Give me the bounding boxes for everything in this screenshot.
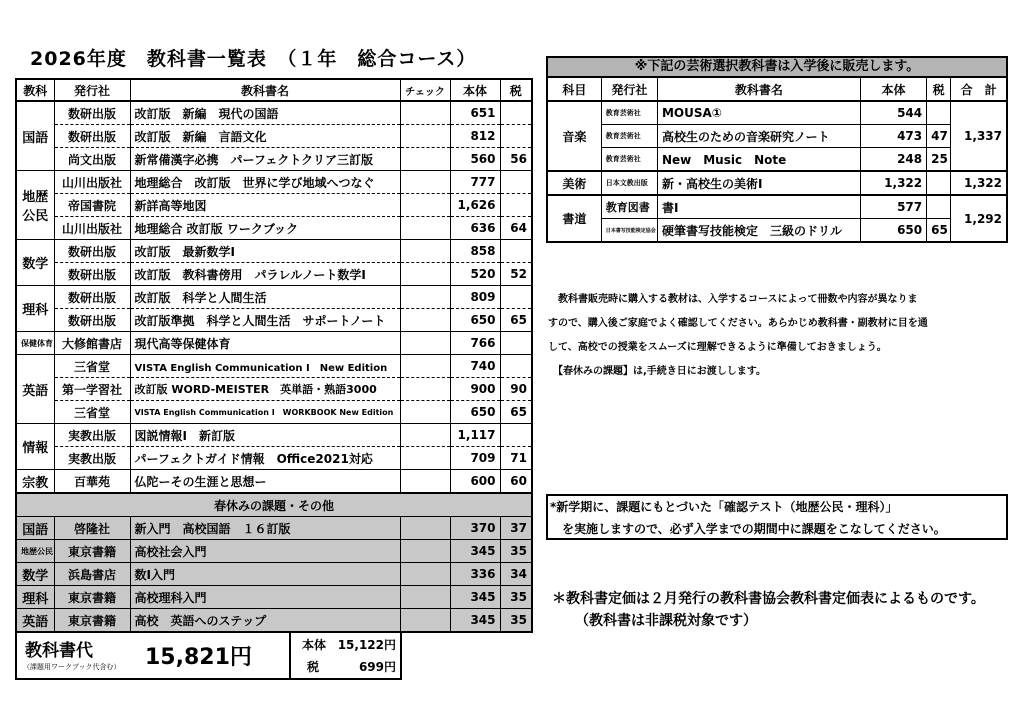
book-cell: パーフェクトガイド情報 Office2021対応 [130, 447, 400, 470]
check-cell[interactable] [400, 309, 450, 332]
art-notice-header: ※下記の芸術選択教科書は入学後に販売します。 [546, 56, 1008, 76]
art-row [547, 171, 1007, 195]
check-cell[interactable] [400, 586, 450, 609]
subject-cell: 国語 [16, 101, 54, 171]
header-tax: 税 [500, 79, 532, 101]
tax-cell: 64 [500, 217, 532, 240]
note-line: すので、購入後ご家庭でよく確認してください。あらかじめ教科書・副教材に目を通 [548, 318, 928, 329]
textbook-table [15, 78, 533, 633]
subject-cell: 英語 [16, 609, 54, 633]
tax-cell [500, 240, 532, 263]
book-cell: 新入門 高校国語 １６訂版 [130, 517, 400, 540]
body-price-value: 15,122円 [337, 638, 396, 652]
tax-cell: 71 [500, 447, 532, 470]
tax-cell: 60 [500, 470, 532, 494]
publisher-cell: 山川出版社 [54, 171, 130, 194]
price-cell: 520 [450, 263, 500, 286]
check-cell[interactable] [400, 125, 450, 148]
art-col-price: 本体 [860, 77, 926, 101]
note-line: 教科書販売時に購入する教材は、入学するコースによって冊数や内容が異なりま [548, 294, 918, 305]
check-cell[interactable] [400, 470, 450, 494]
price-cell: 1,626 [450, 194, 500, 217]
book-cell: 高校 英語へのステップ [130, 609, 400, 633]
check-cell[interactable] [400, 609, 450, 633]
art-subject-cell: 書道 [547, 195, 601, 242]
check-cell[interactable] [400, 148, 450, 171]
subject-cell: 国語 [16, 517, 54, 540]
price-cell: 766 [450, 332, 500, 355]
check-cell[interactable] [400, 563, 450, 586]
art-book-cell: 新・高校生の美術Ⅰ [657, 171, 860, 195]
tax-cell [500, 355, 532, 378]
tax-cell [500, 424, 532, 447]
price-cell: 650 [450, 401, 500, 424]
table-row [16, 286, 532, 309]
publisher-cell: 三省堂 [54, 401, 130, 424]
price-cell: 345 [450, 540, 500, 563]
art-price-cell: 1,322 [860, 171, 926, 195]
art-price-cell: 473 [860, 125, 926, 148]
price-cell: 858 [450, 240, 500, 263]
publisher-cell: 山川出版社 [54, 217, 130, 240]
header-title: 教科書名 [130, 79, 400, 101]
art-price-cell: 650 [860, 219, 926, 243]
book-cell: 改訂版 教科書傍用 パラレルノート数学Ⅰ [130, 263, 400, 286]
total-amount: 15,821円 [145, 645, 252, 670]
tax-value: 699円 [358, 660, 396, 674]
subject-cell: 保健体育 [16, 332, 54, 355]
art-tax-cell: 25 [927, 148, 951, 172]
book-cell: 図説情報Ⅰ 新訂版 [130, 424, 400, 447]
tax-cell: 37 [500, 517, 532, 540]
art-price-cell: 544 [860, 101, 926, 125]
art-book-cell: 書Ⅰ [657, 195, 860, 219]
publisher-cell: 数研出版 [54, 286, 130, 309]
tax-exempt-note: （教科書は非課税対象です） [575, 613, 757, 629]
book-cell: 改訂版 最新数学Ⅰ [130, 240, 400, 263]
check-cell[interactable] [400, 217, 450, 240]
tax-cell [500, 171, 532, 194]
tax-cell [500, 125, 532, 148]
section-title: 春休みの課題・その他 [16, 493, 532, 517]
table-row [16, 470, 532, 494]
purchase-notes [548, 288, 1008, 384]
publisher-cell: 数研出版 [54, 125, 130, 148]
check-cell[interactable] [400, 171, 450, 194]
tax-label: 税 [307, 660, 320, 674]
price-cell: 345 [450, 586, 500, 609]
publisher-cell: 尚文出版 [54, 148, 130, 171]
test-notice-box [546, 494, 1008, 540]
art-row [547, 101, 1007, 125]
book-cell: VISTA English Communication Ⅰ New Edition [130, 355, 400, 378]
price-cell: 560 [450, 148, 500, 171]
subject-cell: 地歴公民 [16, 540, 54, 563]
tax-cell: 35 [500, 609, 532, 633]
price-cell: 600 [450, 470, 500, 494]
art-publisher-cell: 教育図書 [601, 195, 657, 219]
check-cell[interactable] [400, 401, 450, 424]
table-row [16, 217, 532, 240]
homework-row [16, 540, 532, 563]
table-row [16, 101, 532, 125]
total-box [15, 632, 402, 680]
art-publisher-cell: 教育芸術社 [601, 148, 657, 172]
art-table [546, 76, 1008, 243]
art-book-cell: 高校生のための音楽研究ノート [657, 125, 860, 148]
table-row [16, 424, 532, 447]
art-tax-cell [927, 171, 951, 195]
tax-cell: 35 [500, 540, 532, 563]
book-cell: 高校社会入門 [130, 540, 400, 563]
price-cell: 812 [450, 125, 500, 148]
price-basis-note: ＊教科書定価は２月発行の教科書協会教科書定価表によるものです。 [552, 591, 985, 607]
table-row [16, 332, 532, 355]
price-cell: 900 [450, 378, 500, 401]
table-row [16, 378, 532, 401]
table-row [16, 194, 532, 217]
art-tax-cell: 47 [927, 125, 951, 148]
art-tax-cell [927, 101, 951, 125]
header-subject: 教科 [16, 79, 54, 101]
table-row [16, 171, 532, 194]
book-cell: 数Ⅰ入門 [130, 563, 400, 586]
art-col-tax: 税 [927, 77, 951, 101]
subject-cell: 情報 [16, 424, 54, 470]
publisher-cell: 数研出版 [54, 309, 130, 332]
publisher-cell: 三省堂 [54, 355, 130, 378]
art-book-cell: New Music Note [657, 148, 860, 172]
price-cell: 650 [450, 309, 500, 332]
tax-cell: 34 [500, 563, 532, 586]
subject-cell [16, 171, 54, 240]
price-cell: 1,117 [450, 424, 500, 447]
check-cell[interactable] [400, 424, 450, 447]
price-cell: 709 [450, 447, 500, 470]
homework-row [16, 517, 532, 540]
table-row [16, 355, 532, 378]
publisher-cell: 数研出版 [54, 240, 130, 263]
art-header-row [547, 77, 1007, 101]
art-book-cell: MOUSA① [657, 101, 860, 125]
art-row [547, 219, 1007, 243]
publisher-cell: 実教出版 [54, 447, 130, 470]
tax-cell: 35 [500, 586, 532, 609]
check-cell[interactable] [400, 517, 450, 540]
subject-cell: 数学 [16, 240, 54, 286]
check-cell[interactable] [400, 240, 450, 263]
book-cell: 地理総合 改訂版 世界に学び地域へつなぐ [130, 171, 400, 194]
check-cell[interactable] [400, 355, 450, 378]
book-cell: 現代高等保健体育 [130, 332, 400, 355]
book-cell: VISTA English Communication Ⅰ WORKBOOK New Edition [130, 401, 400, 424]
price-cell: 651 [450, 101, 500, 125]
check-cell[interactable] [400, 263, 450, 286]
art-tax-cell [927, 195, 951, 219]
check-cell[interactable] [400, 447, 450, 470]
book-cell: 高校理科入門 [130, 586, 400, 609]
tax-cell [500, 101, 532, 125]
art-subject-cell: 音楽 [547, 101, 601, 171]
publisher-cell: 浜島書店 [54, 563, 130, 586]
price-cell: 740 [450, 355, 500, 378]
homework-row [16, 609, 532, 633]
header-publisher: 発行社 [54, 79, 130, 101]
art-col-subject: 科目 [547, 77, 601, 101]
check-cell[interactable] [400, 378, 450, 401]
book-cell: 新常備漢字必携 パーフェクトクリア三訂版 [130, 148, 400, 171]
tax-cell: 65 [500, 309, 532, 332]
publisher-cell: 啓隆社 [54, 517, 130, 540]
art-price-cell: 248 [860, 148, 926, 172]
note-line: して、高校での授業をスムーズに理解できるように準備しておきましょう。 [548, 342, 887, 353]
publisher-cell: 数研出版 [54, 101, 130, 125]
book-cell: 地理総合 改訂版 ワークブック [130, 217, 400, 240]
book-cell: 改訂版 新編 言語文化 [130, 125, 400, 148]
table-row [16, 148, 532, 171]
check-cell[interactable] [400, 101, 450, 125]
homework-row [16, 563, 532, 586]
check-cell[interactable] [400, 194, 450, 217]
art-publisher-cell: 日本文教出版 [601, 171, 657, 195]
price-cell: 345 [450, 609, 500, 633]
art-row [547, 195, 1007, 219]
table-row [16, 401, 532, 424]
homework-row [16, 586, 532, 609]
table-row [16, 125, 532, 148]
book-cell: 改訂版 科学と人間生活 [130, 286, 400, 309]
page-title: 2026年度 教科書一覧表 （１年 総合コース） [30, 48, 477, 70]
tax-cell [500, 286, 532, 309]
tax-cell: 56 [500, 148, 532, 171]
tax-cell: 65 [500, 401, 532, 424]
art-publisher-cell: 教育芸術社 [601, 101, 657, 125]
art-col-title: 教科書名 [657, 77, 860, 101]
art-book-cell: 硬筆書写技能検定 三級のドリル [657, 219, 860, 243]
publisher-cell: 東京書籍 [54, 540, 130, 563]
subject-label-b: 公民 [22, 209, 49, 224]
total-divider [289, 632, 291, 678]
subject-cell: 英語 [16, 355, 54, 424]
art-total-cell: 1,292 [951, 195, 1007, 242]
tax-cell [500, 194, 532, 217]
art-col-publisher: 発行社 [601, 77, 657, 101]
art-col-total: 合 計 [951, 77, 1007, 101]
table-header-row [16, 79, 532, 101]
check-cell[interactable] [400, 540, 450, 563]
check-cell[interactable] [400, 286, 450, 309]
subject-cell: 宗教 [16, 470, 54, 494]
price-cell: 777 [450, 171, 500, 194]
tax-cell: 52 [500, 263, 532, 286]
test-notice-line: を実施しますので、必ず入学までの期間中に課題をこなしてください。 [562, 522, 946, 536]
price-cell: 370 [450, 517, 500, 540]
book-cell: 改訂版 新編 現代の国語 [130, 101, 400, 125]
test-notice-line: *新学期に、課題にもとづいた「確認テスト（地歴公民・理科）」 [550, 500, 898, 514]
book-cell: 仏陀ーその生涯と思想ー [130, 470, 400, 494]
art-row [547, 125, 1007, 148]
table-row [16, 263, 532, 286]
publisher-cell: 東京書籍 [54, 586, 130, 609]
table-row [16, 309, 532, 332]
art-total-cell: 1,337 [951, 101, 1007, 171]
publisher-cell: 数研出版 [54, 263, 130, 286]
section-header-row [16, 493, 532, 517]
publisher-cell: 実教出版 [54, 424, 130, 447]
art-subject-cell: 美術 [547, 171, 601, 195]
publisher-cell: 大修館書店 [54, 332, 130, 355]
price-cell: 336 [450, 563, 500, 586]
publisher-cell: 東京書籍 [54, 609, 130, 633]
art-row [547, 148, 1007, 172]
publisher-cell: 帝国書院 [54, 194, 130, 217]
book-cell: 新詳高等地図 [130, 194, 400, 217]
price-cell: 636 [450, 217, 500, 240]
book-cell: 改訂版 WORD-MEISTER 英単語・熟語3000 [130, 378, 400, 401]
subject-cell: 理科 [16, 586, 54, 609]
table-row [16, 240, 532, 263]
check-cell[interactable] [400, 332, 450, 355]
subject-cell: 数学 [16, 563, 54, 586]
art-publisher-cell: 教育芸術社 [601, 125, 657, 148]
subject-cell: 理科 [16, 286, 54, 332]
publisher-cell: 第一学習社 [54, 378, 130, 401]
header-price: 本体 [450, 79, 500, 101]
body-price-label: 本体 [302, 638, 327, 652]
art-publisher-cell: 日本書写技能検定協会 [601, 219, 657, 243]
table-row [16, 447, 532, 470]
tax-cell [500, 332, 532, 355]
art-price-cell: 577 [860, 195, 926, 219]
publisher-cell: 百華苑 [54, 470, 130, 494]
total-note: （課題用ワークブック代含む） [23, 663, 121, 671]
subject-label-a: 地歴 [22, 190, 49, 205]
book-cell: 改訂版準拠 科学と人間生活 サポートノート [130, 309, 400, 332]
art-total-cell: 1,322 [951, 171, 1007, 195]
art-tax-cell: 65 [927, 219, 951, 243]
total-label: 教科書代 [25, 641, 93, 661]
header-check: チェック [400, 79, 450, 101]
price-cell: 809 [450, 286, 500, 309]
note-line: 【春休みの課題】は,手続き日にお渡しします。 [548, 366, 766, 377]
tax-cell: 90 [500, 378, 532, 401]
